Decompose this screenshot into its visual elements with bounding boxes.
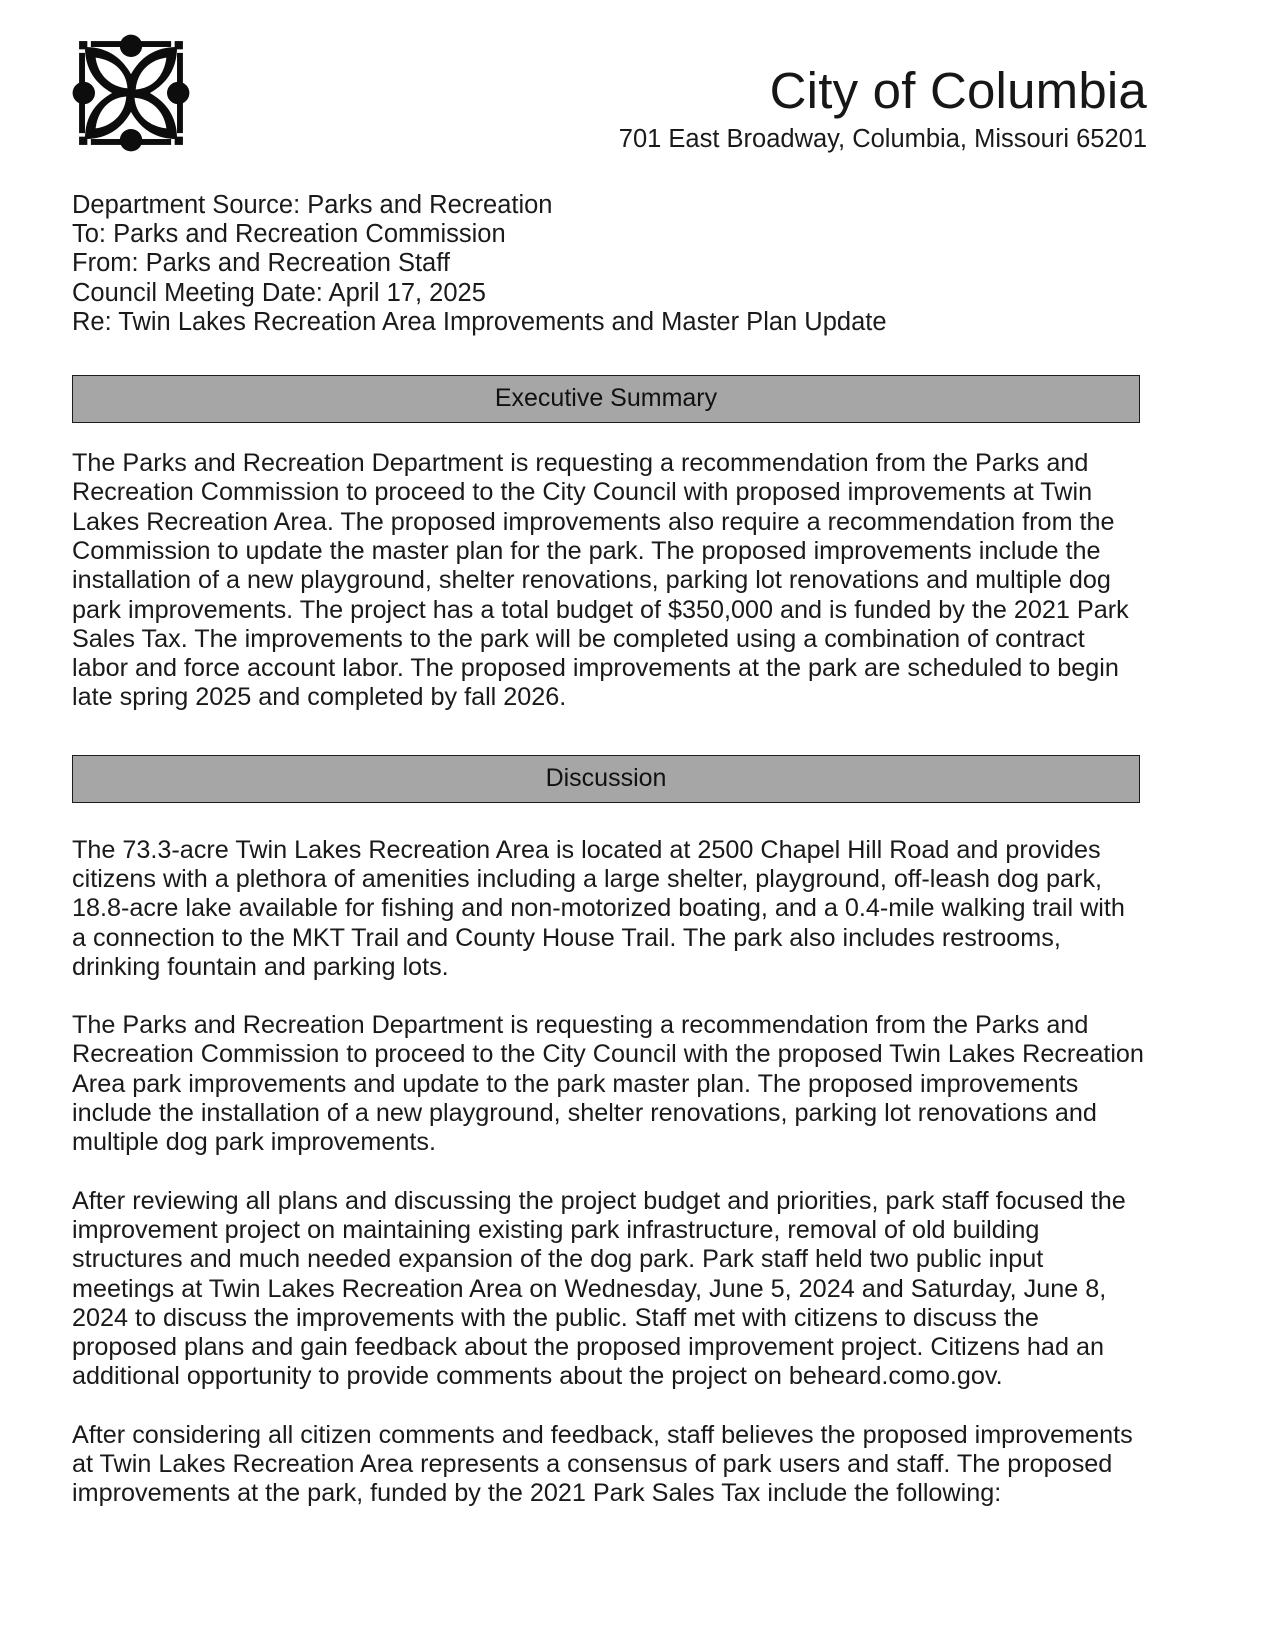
memo-line-from: From: Parks and Recreation Staff — [72, 249, 450, 278]
organization-name: City of Columbia — [769, 62, 1147, 119]
memo-header — [72, 191, 1140, 337]
section-heading-discussion: Discussion — [72, 755, 1140, 803]
paragraph: The Parks and Recreation Department is requesting a recommendation from the Parks and Recreation Commission to proceed to the City Council with the proposed Twin Lakes Recreation Area park improvements and update to the park master plan. The proposed improvements include the installation of a new playground, shelter renovations, parking lot renovations and multiple dog park improvements. — [72, 1011, 1144, 1157]
memo-line-council-meeting-date: Council Meeting Date: April 17, 2025 — [72, 278, 486, 307]
paragraph: The 73.3-acre Twin Lakes Recreation Area is located at 2500 Chapel Hill Road and provides citizens with a plethora of amenities including a large shelter, playground, off-leash dog park, 18.8-acre lake available for fishing and non-motorized boating, and a 0.4-mile walking trail with a connection to the MKT Trail and County House Trail. The park also includes restrooms, drinking fountain and parking lots. — [72, 835, 1125, 981]
organization-address: 701 East Broadway, Columbia, Missouri 65201 — [618, 124, 1147, 153]
memo-line-department-source: Department Source: Parks and Recreation — [72, 191, 553, 219]
section-heading-executive-summary: Executive Summary — [72, 375, 1140, 423]
organization-block — [619, 30, 1147, 155]
memo-line-re: Re: Twin Lakes Recreation Area Improvements and Master Plan Update — [72, 307, 887, 336]
discussion-body — [72, 836, 1144, 1509]
city-of-columbia-logo — [72, 34, 190, 166]
paragraph: After considering all citizen comments and feedback, staff believes the proposed improvements at Twin Lakes Recreation Area represents a consensus of park users and staff. The proposed improvements at the park, funded by the 2021 Park Sales Tax include the following: — [72, 1420, 1133, 1508]
paragraph: The Parks and Recreation Department is requesting a recommendation from the Parks and Recreation Commission to proceed to the City Council with proposed improvements at Twin Lakes Recreation Area. The proposed improvements also require a recommendation from the Commission to update the master plan for the park. The proposed improvements include the installation of a new playground, shelter renovations, parking lot renovations and multiple dog park improvements. The project has a total budget of $350,000 and is funded by the 2021 Park Sales Tax. The improvements to the park will be completed using a combination of contract labor and force account labor. The proposed improvements at the park are scheduled to begin late spring 2025 and completed by fall 2026. — [72, 449, 1129, 712]
letterhead — [0, 0, 1265, 166]
memo-line-to: To: Parks and Recreation Commission — [72, 220, 506, 249]
paragraph: After reviewing all plans and discussing the project budget and priorities, park staff focused the improvement project on maintaining existing park infrastructure, removal of old building structures and much needed expansion of the dog park. Park staff held two public input meetings at Twin Lakes Recreation Area on Wednesday, June 5, 2024 and Saturday, June 8, 2024 to discuss the improvements with the public. Staff met with citizens to discuss the proposed plans and gain feedback about the proposed improvement project. Citizens had an additional opportunity to provide comments about the project on beheard.como.gov. — [72, 1186, 1126, 1391]
executive-summary-body — [72, 449, 1144, 713]
